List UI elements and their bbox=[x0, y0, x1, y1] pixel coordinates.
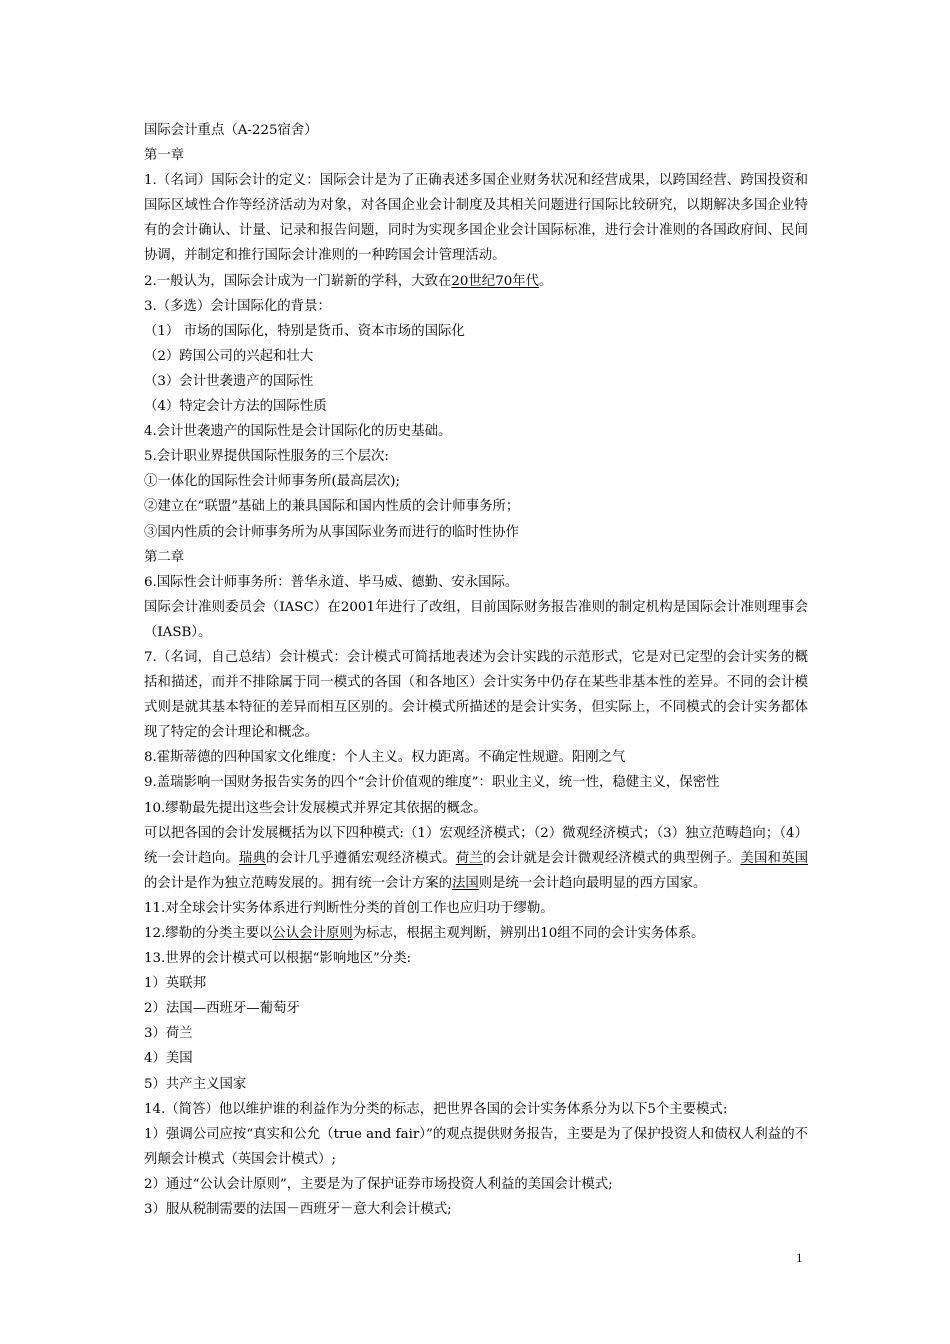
chapter-heading-1: 第一章 bbox=[144, 148, 185, 164]
list-item: 1）强调公司应按“真实和公允（true and fair）”的观点提供财务报告，主要是为了保护投资人和债权人利益的不列颠会计模式（英国会计模式）; bbox=[144, 1126, 808, 1167]
paragraph-3: 3.（多选）会计国际化的背景： bbox=[144, 298, 331, 314]
paragraph-6: 6.国际性会计师事务所：普华永道、毕马威、德勤、安永国际。 bbox=[144, 574, 519, 590]
list-item: ①一体化的国际性会计师事务所(最高层次); bbox=[144, 474, 400, 490]
list-item: 3）荷兰 bbox=[144, 1026, 193, 1042]
paragraph-9: 9.盖瑞影响一国财务报告实务的四个“会计价值观的维度”：职业主义，统一性，稳健主义，保密性 bbox=[144, 775, 720, 791]
document-body bbox=[144, 118, 808, 1222]
paragraph-7: 7.（名词，自己总结）会计模式：会计模式可简括地表述为会计实践的示范形式，它是对已定型的会计实务的概括和描述，而并不排除属于同一模式的各国（和各地区）会计实务中仍存在某些非基本性的差异。不同的会计模式则是就其基本特征的差异而相互区别的。会计模式所描述的是会计实务，但实际上，不同模式的会计实务都体现了特定的会计理论和概念。 bbox=[144, 649, 808, 741]
page-number: 1 bbox=[796, 1250, 803, 1265]
paragraph-8: 8.霍斯蒂德的四种国家文化维度：个人主义。权力距离。不确定性规避。阳刚之气 bbox=[144, 750, 626, 766]
paragraph-1: 1.（名词）国际会计的定义：国际会计是为了正确表述多国企业财务状况和经营成果，以跨国经营、跨国投资和国际区域性合作等经济活动为对象，对各国企业会计制度及其相关问题进行国际比较研究，以期解决多国企业特有的会计确认、计量、记录和报告问题，同时为实现多国企业会计国际标准，进行会计准则的各国政府间、民间协调，并制定和推行国际会计准则的一种跨国会计管理活动。 bbox=[144, 173, 808, 264]
paragraph-text: 的会计几乎遵循宏观经济模式。 bbox=[266, 850, 456, 866]
paragraph-text: 可以把各国的会计发展概括为以下四种模式:（1）宏观经济模式；（2）微观经济模式；（3）独立范畴趋向；（4）统一会计趋向。 bbox=[144, 825, 808, 866]
paragraph-5: 5.会计职业界提供国际性服务的三个层次: bbox=[144, 449, 389, 465]
paragraph-13: 13.世界的会计模式可以根据“影响地区”分类: bbox=[144, 951, 412, 967]
underlined-term: 瑞典 bbox=[238, 850, 266, 866]
paragraph-2 bbox=[144, 269, 808, 294]
list-item: 1）英联邦 bbox=[144, 976, 207, 992]
list-item: （4）特定会计方法的国际性质 bbox=[144, 399, 327, 415]
paragraph-text: 为标志，根据主观判断，辨别出10组不同的会计实务体系。 bbox=[352, 926, 705, 941]
underlined-term: 法国 bbox=[451, 875, 479, 891]
paragraph-text: 的会计是作为独立范畴发展的。拥有统一会计方案的 bbox=[144, 875, 452, 891]
paragraph-12 bbox=[144, 921, 808, 946]
list-item: （2）跨国公司的兴起和壮大 bbox=[144, 348, 314, 364]
paragraph-14: 14.（简答）他以维护谁的利益作为分类的标志，把世界各国的会计实务体系分为以下5个主要模式: bbox=[144, 1101, 728, 1117]
paragraph-2-text: 2.一般认为，国际会计成为一门崭新的学科，大致在 bbox=[144, 273, 452, 289]
list-item: ③国内性质的会计师事务所为从事国际业务而进行的临时性协作 bbox=[144, 524, 519, 540]
underlined-term: 20世纪70年代 bbox=[451, 273, 540, 289]
paragraph-text: 的会计就是会计微观经济模式的典型例子。 bbox=[482, 850, 741, 866]
underlined-term: 公认会计原则 bbox=[272, 926, 353, 941]
paragraph-text: 12.缪勒的分类主要以 bbox=[144, 926, 273, 941]
list-item: 4）美国 bbox=[144, 1051, 193, 1067]
paragraph-4: 4.会计世袭遗产的国际性是会计国际化的历史基础。 bbox=[144, 424, 452, 440]
underlined-term: 美国和英国 bbox=[740, 850, 809, 866]
paragraph-10: 10.缪勒最先提出这些会计发展模式并界定其依据的概念。 bbox=[144, 800, 487, 816]
chapter-heading-2: 第二章 bbox=[144, 549, 185, 565]
list-item: （1） 市场的国际化，特别是货币、资本市场的国际化 bbox=[144, 323, 465, 339]
list-item: 2）通过“公认会计原则”，主要是为了保护证券市场投资人利益的美国会计模式; bbox=[144, 1176, 613, 1192]
paragraph-11: 11.对全球会计实务体系进行判断性分类的首创工作也应归功于缪勒。 bbox=[144, 900, 554, 916]
paragraph-6b: 国际会计准则委员会（IASC）在2001年进行了改组，目前国际财务报告准则的制定机构是国际会计准则理事会（IASB）。 bbox=[144, 599, 808, 640]
underlined-term: 荷兰 bbox=[455, 850, 483, 866]
list-item: ②建立在“联盟”基础上的兼具国际和国内性质的会计师事务所； bbox=[144, 499, 520, 515]
list-item: 2）法国—西班牙—葡萄牙 bbox=[144, 1001, 300, 1017]
paragraph-2-end: 。 bbox=[539, 273, 553, 289]
document-title: 国际会计重点（A-225宿舍） bbox=[144, 123, 318, 138]
list-item: 5）共产主义国家 bbox=[144, 1076, 247, 1092]
paragraph-10b bbox=[144, 821, 808, 896]
list-item: 3）服从税制需要的法国－西班牙－意大利会计模式; bbox=[144, 1202, 452, 1218]
list-item: （3）会计世袭遗产的国际性 bbox=[144, 373, 314, 389]
paragraph-text: 则是统一会计趋向最明显的西方国家。 bbox=[478, 875, 707, 891]
